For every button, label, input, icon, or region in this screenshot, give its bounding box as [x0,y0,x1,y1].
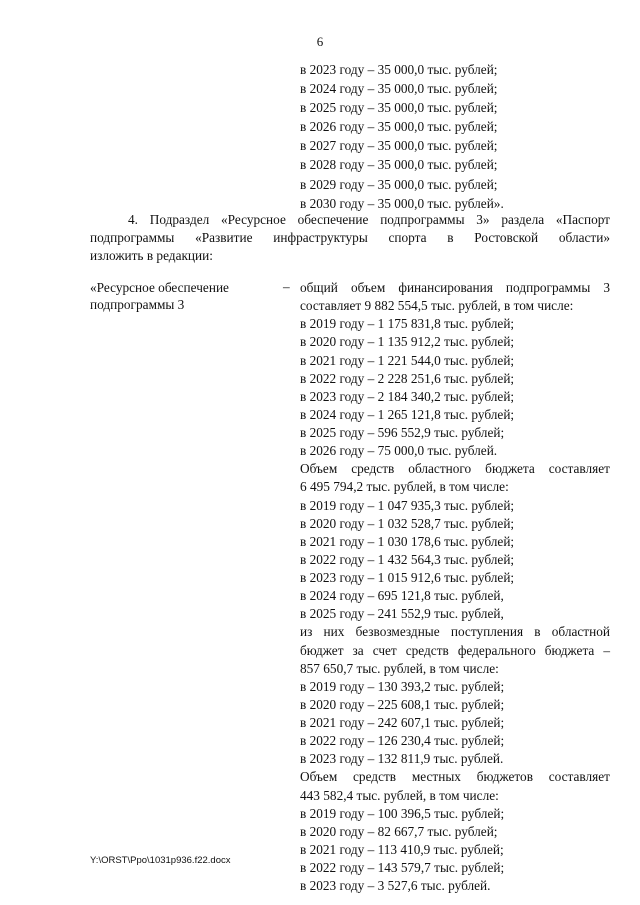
list-item: в 2030 году – 35 000,0 тыс. рублей». [300,195,504,211]
funding-line: 857 650,7 тыс. рублей, в том числе: [300,660,499,676]
section-label-line: «Ресурсное обеспечение [90,280,229,295]
funding-line: в 2026 году – 75 000,0 тыс. рублей. [300,443,498,459]
funding-line: в 2023 году – 2 184 340,2 тыс. рублей; [300,388,515,404]
funding-line: составляет 9 882 554,5 тыс. рублей, в том числе: [300,298,574,314]
list-item: в 2025 году – 35 000,0 тыс. рублей; [300,100,498,116]
funding-line: в 2021 году – 1 221 544,0 тыс. рублей; [300,352,515,368]
funding-line: в 2023 году – 1 015 912,6 тыс. рублей; [300,570,515,585]
page-number: 6 [316,34,324,49]
funding-line: в 2021 году – 1 030 178,6 тыс. рублей; [300,533,515,549]
file-path-footer: Y:\ORST\Ppo\1031p936.f22.docx [90,855,231,866]
list-item: в 2023 году – 35 000,0 тыс. рублей; [300,62,498,77]
list-item: в 2024 году – 35 000,0 тыс. рублей; [300,81,498,97]
funding-line: из них безвозмездные поступления в областной [300,624,610,640]
funding-line: в 2025 году – 596 552,9 тыс. рублей; [300,425,505,440]
funding-line: в 2021 году – 242 607,1 тыс. рублей; [300,715,505,730]
funding-line: в 2019 году – 100 396,5 тыс. рублей; [300,805,505,821]
paragraph-line: подпрограммы «Развитие инфраструктуры спорта в Ростовской области» [90,230,610,246]
funding-line: в 2019 году – 1 175 831,8 тыс. рублей; [300,316,515,332]
section-label-line: подпрограммы 3 [90,297,185,312]
funding-line: в 2022 году – 126 230,4 тыс. рублей; [300,733,505,749]
funding-line: в 2023 году – 132 811,9 тыс. рублей. [300,751,504,767]
list-item: в 2029 году – 35 000,0 тыс. рублей; [300,176,498,192]
funding-line: Объем средств местных бюджетов составляет [300,769,610,785]
funding-line: в 2020 году – 1 032 528,7 тыс. рублей; [300,515,515,531]
funding-line: в 2022 году – 143 579,7 тыс. рублей; [300,860,505,875]
funding-line: в 2022 году – 2 228 251,6 тыс. рублей; [300,370,515,386]
list-item: в 2026 году – 35 000,0 тыс. рублей; [300,119,498,135]
funding-details [300,279,610,895]
funding-line: Объем средств областного бюджета составляет [300,461,610,477]
funding-line: 6 495 794,2 тыс. рублей, в том числе: [300,479,509,495]
funding-line: в 2022 году – 1 432 564,3 тыс. рублей; [300,551,515,567]
funding-line: бюджет за счет средств федерального бюджета – [300,642,610,658]
funding-line: в 2020 году – 225 608,1 тыс. рублей; [300,696,505,712]
amendment-paragraph [90,211,610,266]
funding-line: в 2019 году – 130 393,2 тыс. рублей; [300,678,505,694]
funding-line: в 2019 году – 1 047 935,3 тыс. рублей; [300,497,515,513]
funding-line: в 2024 году – 695 121,8 тыс. рублей, [300,588,504,604]
funding-line: в 2020 году – 1 135 912,2 тыс. рублей; [300,334,515,350]
funding-line: в 2025 году – 241 552,9 тыс. рублей, [300,606,504,622]
list-item: в 2027 году – 35 000,0 тыс. рублей; [300,138,498,154]
funding-line: в 2024 году – 1 265 121,8 тыс. рублей; [300,406,515,422]
funding-line: 443 582,4 тыс. рублей, в том числе: [300,787,499,803]
separator-dash: – [283,279,290,294]
funding-line: в 2021 году – 113 410,9 тыс. рублей; [300,841,504,857]
section-label [90,279,229,313]
funding-list-continued [300,60,504,213]
funding-line: в 2023 году – 3 527,6 тыс. рублей. [300,878,491,894]
list-item: в 2028 году – 35 000,0 тыс. рублей; [300,157,498,173]
paragraph-line: изложить в редакции: [90,248,213,264]
funding-line: общий объем финансирования подпрограммы 3 [300,280,610,295]
paragraph-line: 4. Подраздел «Ресурсное обеспечение подпрограммы 3» раздела «Паспорт [128,212,610,227]
funding-line: в 2020 году – 82 667,7 тыс. рублей; [300,823,498,839]
